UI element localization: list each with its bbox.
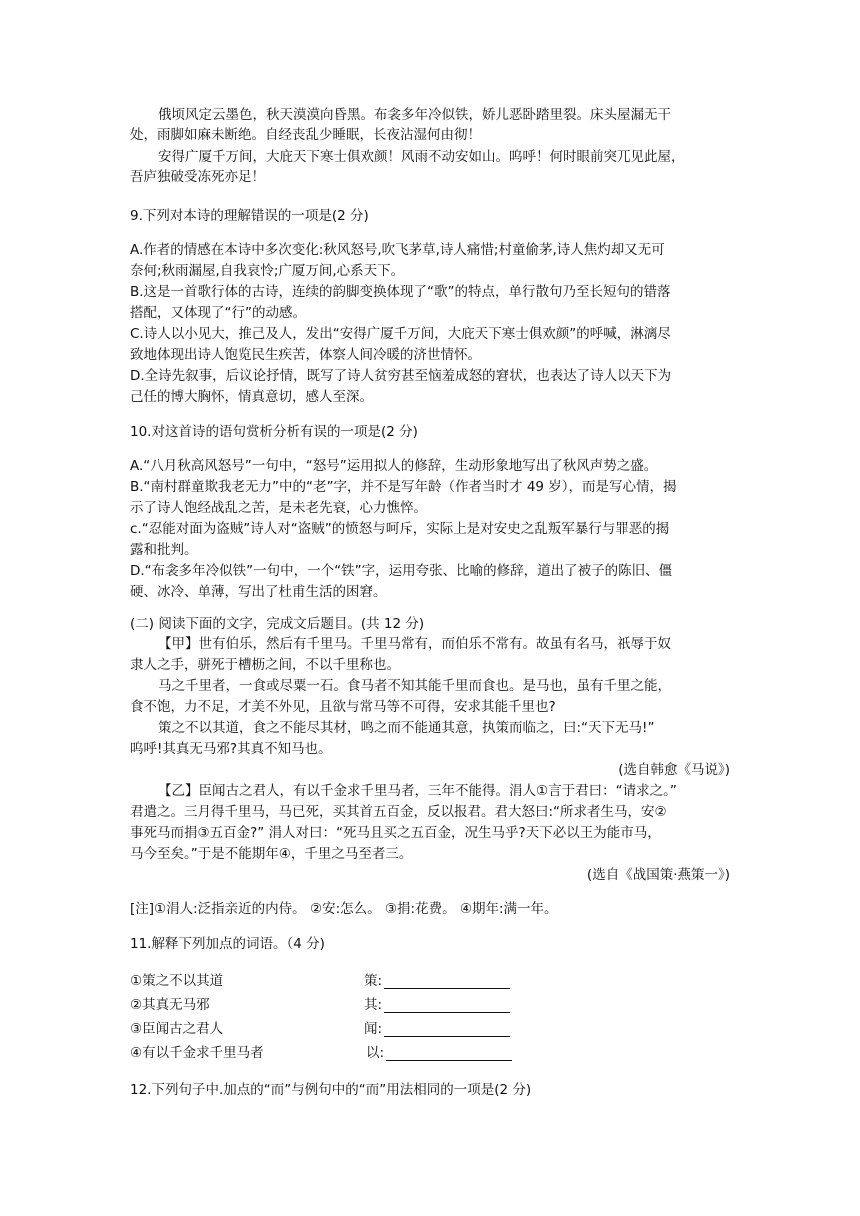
passage-line: 【甲】世有伯乐，然后有千里马。千里马常有，而伯乐不常有。故虽有名马，祇辱于奴 (158, 636, 671, 652)
q11-item-key: 策: (364, 973, 383, 989)
q9-option-line: B.这是一首歌行体的古诗，连续的韵脚变换体现了“歌”的特点，单行散句乃至长短句的错落 (130, 284, 671, 300)
source-citation: (选自韩愈《马说》) (618, 762, 730, 778)
passage-line: 隶人之手，骈死于槽枥之间，不以千里称也。 (130, 657, 400, 673)
q9-option-line: C.诗人以小见大，推己及人，发出“安得广厦千万间，大庇天下寒士俱欢颜”的呼喊，淋漓尽 (130, 326, 671, 342)
passage-line: 策之不以其道，食之不能尽其材，鸣之而不能通其意，执策而临之，曰:“天下无马!” (158, 720, 655, 736)
poem-line: 俄顷风定云墨色，秋天漠漠向昏黑。布衾多年冷似铁，娇儿恶卧踏里裂。床头屋漏无干 (158, 107, 671, 123)
q9-option-line: 搭配，又体现了“行”的动感。 (130, 305, 306, 321)
question-9-stem: 9.下列对本诗的理解错误的一项是(2 分) (130, 208, 369, 224)
q10-option-line: 示了诗人饱经战乱之苦，是未老先衰，心力憔悴。 (130, 500, 427, 516)
q11-item-phrase: ④有以千金求千里马者 (130, 1045, 264, 1061)
passage-line: 君遣之。三月得千里马，马已死，买其首五百金，反以报君。君大怒曰:“所求者生马，安② (130, 804, 667, 820)
q10-option-line: A.“八月秋高风怒号”一句中，“怒号”运用拟人的修辞，生动形象地写出了秋风声势之盛。 (130, 458, 658, 474)
answer-blank[interactable] (384, 998, 510, 1013)
passage-line: 马之千里者，一食或尽粟一石。食马者不知其能千里而食也。是马也，虽有千里之能， (158, 678, 671, 694)
q9-option-line: D.全诗先叙事，后议论抒情，既写了诗人贫穷甚至恼羞成怒的窘状，也表达了诗人以天下为 (130, 368, 672, 384)
poem-line: 吾庐独破受冻死亦足！ (130, 169, 265, 185)
footnotes: [注]①涓人:泛指亲近的内侍。 ②安:怎么。 ③捐:花费。 ④期年:满一年。 (130, 901, 558, 917)
passage-line: 马今至矣。”于是不能期年④，千里之马至者三。 (130, 846, 413, 862)
q10-option-line: 硬、冰冷、单薄，写出了杜甫生活的困窘。 (130, 584, 387, 600)
question-11-stem: 11.解释下列加点的词语。（4 分) (130, 936, 325, 952)
passage-line: 事死马而捐③五百金?” 涓人对曰：“死马且买之五百金，况生马乎?天下必以王为能市马， (130, 825, 661, 841)
q9-option-line: 己任的博大胸怀，情真意切，感人至深。 (130, 389, 373, 405)
source-citation: (选自《战国策·燕策一》) (586, 867, 730, 883)
answer-blank[interactable] (386, 1046, 512, 1061)
q11-item-key: 以: (366, 1045, 385, 1061)
answer-blank[interactable] (384, 1022, 510, 1037)
passage-line: 呜呼!其真无马邪?其真不知马也。 (130, 741, 332, 757)
q9-option-line: 奈何;秋雨漏屋,自我哀怜;广厦万间,心系天下。 (130, 263, 405, 279)
q11-item-phrase: ②其真无马邪 (130, 997, 210, 1013)
question-12-stem: 12.下列句子中.加点的“而”与例句中的“而”用法相同的一项是(2 分) (130, 1082, 532, 1098)
q11-item-phrase: ③臣闻古之君人 (130, 1021, 224, 1037)
q11-item-phrase: ①策之不以其道 (130, 973, 224, 989)
q9-option-line: A.作者的情感在本诗中多次变化:秋风怒号,吹飞茅草,诗人痛惜;村童偷茅,诗人焦灼却又无可 (130, 242, 665, 258)
section-heading: (二) 阅读下面的文字，完成文后题目。(共 12 分) (130, 616, 425, 632)
question-10-stem: 10.对这首诗的语句赏析分析有误的一项是(2 分) (130, 424, 418, 440)
q10-option-line: 露和批判。 (130, 542, 198, 558)
q11-item-key: 其: (364, 997, 383, 1013)
answer-blank[interactable] (384, 974, 510, 989)
q11-item-key: 闻: (364, 1021, 383, 1037)
q10-option-line: c.“忍能对面为盗贼”诗人对“盗贼”的愤怒与呵斥，实际上是对安史之乱叛军暴行与罪恶的揭 (130, 521, 670, 537)
q10-option-line: B.“南村群童欺我老无力”中的“老”字，并不是写年龄（作者当时才 49 岁），而是写心情，揭 (130, 479, 677, 495)
passage-line: 食不饱，力不足，才美不外见，且欲与常马等不可得，安求其能千里也? (130, 699, 556, 715)
q10-option-line: D.“布衾多年冷似铁”一句中，一个“铁”字，运用夸张、比喻的修辞，道出了被子的陈旧、僵 (130, 563, 673, 579)
passage-line: 【乙】臣闻古之君人，有以千金求千里马者，三年不能得。涓人①言于君曰：“请求之。” (158, 783, 677, 799)
q9-option-line: 致地体现出诗人饱览民生疾苦，体察人间冷暖的济世情怀。 (130, 347, 481, 363)
poem-line: 处，雨脚如麻未断绝。自经丧乱少睡眠，长夜沾湿何由彻！ (130, 127, 481, 143)
poem-line: 安得广厦千万间，大庇天下寒士俱欢颜！风雨不动安如山。呜呼！何时眼前突兀见此屋， (158, 149, 685, 165)
